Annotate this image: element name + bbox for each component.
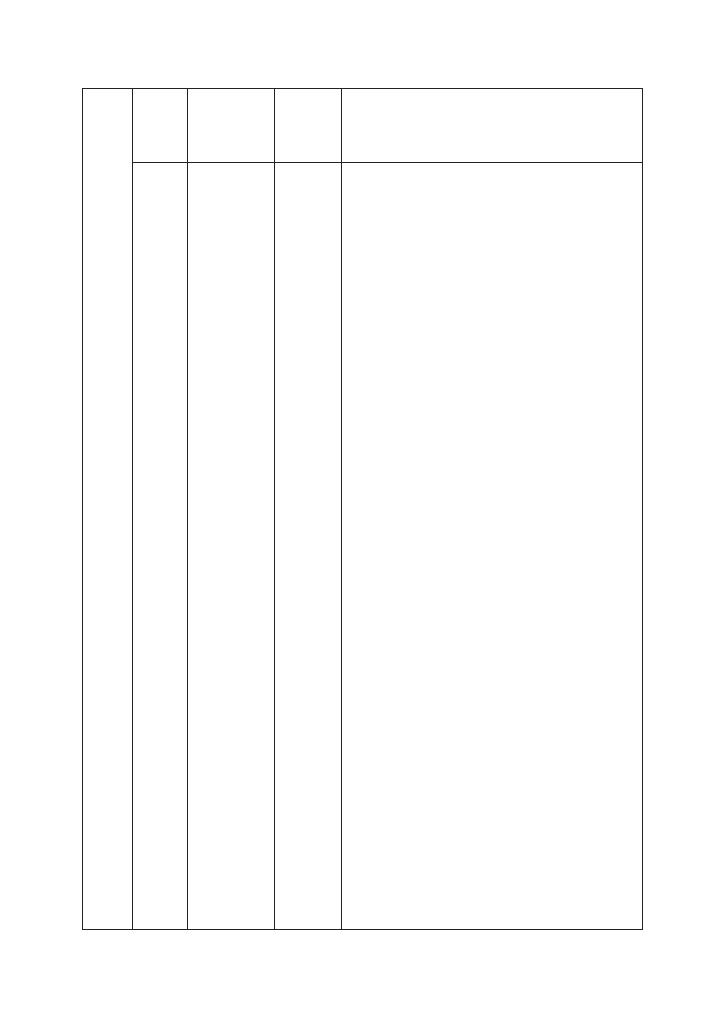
column-divider	[187, 88, 188, 930]
row-divider	[132, 162, 642, 163]
table-top-border	[82, 88, 642, 89]
column-divider	[132, 88, 133, 930]
table-left-border	[82, 88, 83, 930]
column-divider	[274, 88, 275, 930]
table-right-border	[642, 88, 643, 930]
column-divider	[341, 88, 342, 930]
table-bottom-border	[82, 929, 642, 930]
